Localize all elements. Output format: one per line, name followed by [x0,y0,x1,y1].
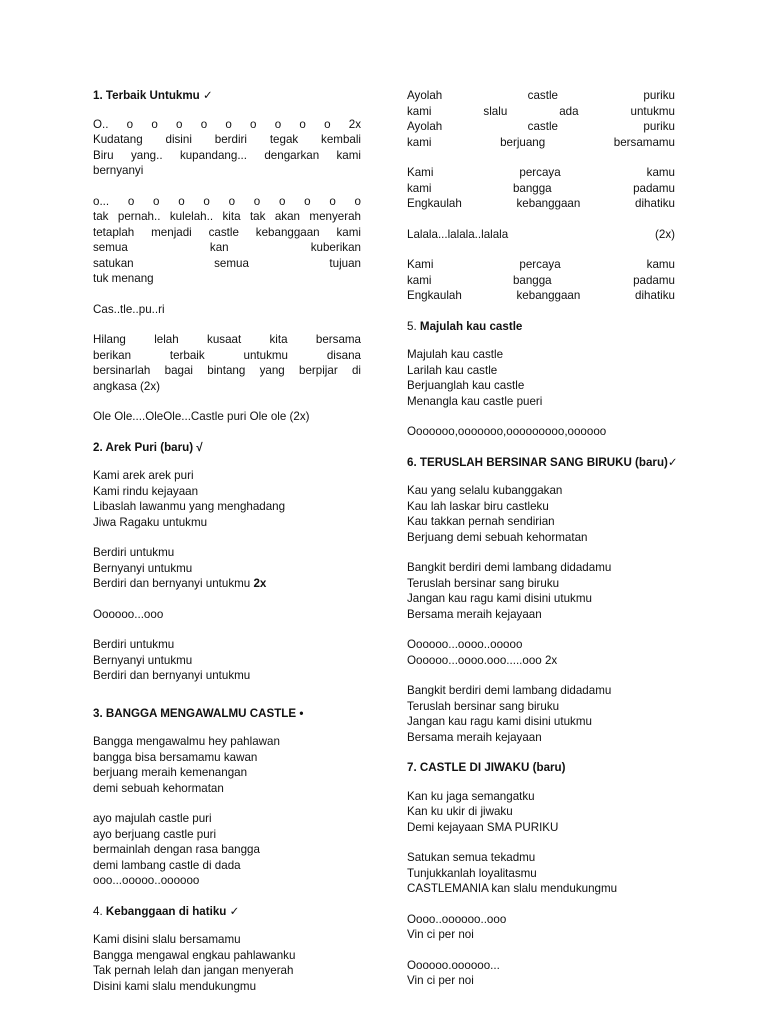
lyric-text: Lalala...lalala..lalala (2x) [407,227,675,241]
lyric-text: Disini kami slalu mendukungmu [93,979,257,993]
lyric-text: Kan ku ukir di jiwaku [407,805,513,818]
lyric-text: semua kan kuberikan [93,241,361,254]
lyric-line [407,804,675,820]
lyric-stanza [407,560,675,622]
song-spacer [93,684,361,706]
lyric-stanza [93,607,361,623]
lyric-line [93,409,361,425]
song-title [93,440,361,456]
lyric-text: Kami arek arek puri [93,469,194,482]
lyric-stanza [93,545,361,592]
song-title-text: Kebanggaan di hatiku ✓ [105,904,240,918]
lyric-line [93,132,361,148]
lyric-line [407,165,675,181]
lyric-stanza [93,302,361,318]
lyric-text: Bernyanyi untukmu [93,561,193,575]
lyric-line [407,820,675,836]
lyric-line [93,484,361,500]
song-s5 [407,304,675,440]
lyric-stanza [93,734,361,796]
song-s7 [407,745,675,989]
song-number: 1. [93,89,103,102]
lyric-text: CASTLEMANIA kan slalu mendukungmu [407,882,618,895]
lyric-text: tak pernah.. kulelah.. kita tak akan menyerah [93,210,361,223]
lyric-text: Majulah kau castle [407,348,504,361]
song-title-text: Terbaik Untukmu ✓ [105,89,213,102]
lyric-line [407,866,675,882]
song-s4 [93,889,361,995]
lyric-line [93,765,361,781]
lyric-line [93,750,361,766]
lyric-line [93,271,361,287]
lyric-text: O.. o o o o o o o o o 2x [93,117,361,131]
lyric-line [93,163,361,179]
lyric-stanza [407,257,675,304]
lyric-line [93,979,361,995]
lyric-line [407,530,675,546]
lyric-text: o... o o o o o o o o o o [93,194,361,208]
lyric-line [407,514,675,530]
lyric-text: Jangan kau ragu kami disini utukmu [407,592,592,605]
lyric-text: satukan semua tujuan [93,256,361,270]
lyric-stanza [407,912,675,943]
lyric-line [93,209,361,225]
lyric-stanza [93,117,361,179]
lyric-text: Berjuanglah kau castle [407,379,525,392]
lyric-line [407,181,675,197]
lyric-line [407,714,675,730]
song-number: 7. [407,761,417,774]
lyric-text: Ayolah castle puriku [407,89,675,102]
lyric-line [93,302,361,318]
lyric-stanza [93,811,361,889]
song-title-text: TERUSLAH BERSINAR SANG BIRUKU (baru)✓ [419,455,678,469]
lyric-line [407,576,675,592]
lyric-text: Kami percaya kamu [407,166,675,179]
lyric-text: Bangga mengawalmu hey pahlawan [93,735,280,748]
lyric-text: Biru yang.. kupandang... dengarkan kami [93,148,361,162]
song-title [93,904,361,920]
song-s3 [93,684,361,889]
lyric-line [93,379,361,395]
lyric-text: Bersama meraih kejayaan [407,730,542,744]
lyric-line [93,240,361,256]
lyric-line [407,591,675,607]
lyric-line [407,850,675,866]
lyric-line [407,927,675,943]
lyric-text: Berdiri untukmu [93,638,175,651]
lyric-text: kami bangga padamu [407,181,675,195]
lyric-stanza [93,468,361,530]
lyric-text: Oooooo...oooo..ooooo [407,638,523,651]
lyric-line [93,932,361,948]
lyric-line [93,781,361,797]
lyric-text: kami bangga padamu [407,273,675,287]
lyric-text: Bernyanyi untukmu [93,653,193,667]
lyric-line [93,858,361,874]
song-s2 [93,425,361,684]
lyric-line [407,424,675,440]
lyric-line [93,545,361,561]
lyric-line [407,135,675,151]
song-title-text: CASTLE DI JIWAKU (baru) [419,761,566,774]
lyric-line [93,468,361,484]
lyric-line [407,227,675,243]
lyric-text: Berdiri untukmu [93,546,175,559]
lyric-line [93,117,361,133]
lyric-text: ayo berjuang castle puri [93,827,217,841]
lyric-line [407,912,675,928]
song-s6 [407,440,678,746]
lyric-text: Ole Ole....OleOle...Castle puri Ole ole (2x) [93,410,310,423]
lyric-text: Tunjukkanlah loyalitasmu [407,866,537,880]
song-title [407,319,675,335]
lyric-text: Kami disini slalu bersamamu [93,933,241,946]
lyric-line [407,483,675,499]
lyric-text: Bangkit berdiri demi lambang didadamu [407,684,612,697]
lyric-line [407,196,675,212]
lyric-text: Engkaulah kebanggaan dihatiku [407,197,675,210]
lyric-text: Kau lah laskar biru castleku [407,499,549,513]
lyric-line [407,958,675,974]
left-column [93,88,361,994]
song-number: 4. [93,904,103,918]
lyric-text: Bersama meraih kejayaan [407,607,542,621]
lyric-stanza [93,194,361,287]
lyric-stanza [407,227,675,243]
lyric-stanza [407,683,675,745]
lyric-line [93,637,361,653]
song-s4b [407,88,675,304]
song-title [93,88,361,104]
lyric-line [407,699,675,715]
song-s1 [93,88,361,425]
lyric-line [407,560,675,576]
lyric-stanza [407,88,675,150]
lyric-stanza [93,637,361,684]
lyric-stanza [407,789,675,836]
song-spacer [93,889,361,904]
lyric-stanza [407,850,675,897]
lyric-line [407,607,675,623]
lyric-stanza [407,637,675,668]
lyric-text: Berjuang demi sebuah kehormatan [407,530,588,544]
lyric-line [407,881,675,897]
lyric-line [407,653,675,669]
lyric-stanza [407,347,675,409]
lyric-line [93,811,361,827]
lyric-text: Berdiri dan bernyanyi untukmu [93,669,251,682]
lyric-text: Berdiri dan bernyanyi untukmu [93,577,251,590]
lyric-line [93,225,361,241]
lyric-line [407,973,675,989]
lyric-text: Kami rindu kejayaan [93,484,199,498]
lyric-text: Ayolah castle puriku [407,120,675,133]
lyric-line [93,348,361,364]
lyric-text: Jiwa Ragaku untukmu [93,515,208,529]
lyric-line [93,194,361,210]
lyric-text: Teruslah bersinar sang biruku [407,576,560,590]
lyric-text: Jangan kau ragu kami disini utukmu [407,715,592,728]
lyric-text: Kau takkan pernah sendirian [407,515,555,528]
lyric-line [93,499,361,515]
lyric-text: Kau yang selalu kubanggakan [407,484,563,497]
lyric-line [93,963,361,979]
lyric-text: Bangkit berdiri demi lambang didadamu [407,561,612,574]
song-number: 3. [93,706,103,720]
lyric-line [407,104,675,120]
lyric-line [93,668,361,684]
lyric-stanza [407,424,675,440]
lyric-stanza [407,483,675,545]
lyric-text: Cas..tle..pu..ri [93,302,165,316]
song-spacer [407,745,675,760]
lyric-line [407,378,675,394]
lyric-line [93,148,361,164]
lyric-text: Bangga mengawal engkau pahlawanku [93,948,296,962]
lyric-line [407,683,675,699]
song-spacer [407,304,675,319]
lyric-text: Demi kejayaan SMA PURIKU [407,820,559,834]
lyric-line [93,734,361,750]
lyric-text: ayo majulah castle puri [93,812,212,825]
lyric-text: Libaslah lawanmu yang menghadang [93,500,286,513]
lyric-stanza [93,409,361,425]
lyric-text: kami slalu ada untukmu [407,104,675,118]
lyric-line [407,88,675,104]
lyric-text: Kudatang disini berdiri tegak kembali [93,133,361,146]
lyric-stanza [93,932,361,994]
lyric-line [407,394,675,410]
lyric-line [407,119,675,135]
lyric-stanza [407,958,675,989]
lyric-text: tetaplah menjadi castle kebanggaan kami [93,225,361,239]
lyric-text: Engkaulah kebanggaan dihatiku [407,289,675,302]
lyric-text: Satukan semua tekadmu [407,851,536,864]
lyric-text: Menangla kau castle pueri [407,394,543,408]
song-title-text: BANGGA MENGAWALMU CASTLE • [105,706,304,720]
lyric-stanza [93,332,361,394]
lyric-line [407,730,675,746]
lyric-text: tuk menang [93,272,154,285]
song-spacer [407,440,675,455]
lyric-line [407,273,675,289]
lyric-line [93,607,361,623]
lyric-line [93,873,361,889]
lyric-line [93,332,361,348]
lyric-text: bernyanyi [93,164,144,177]
lyric-text: berjuang meraih kemenangan [93,766,248,779]
song-title [93,706,361,722]
song-title [407,760,675,776]
lyric-line [93,842,361,858]
song-title-text: Arek Puri (baru) √ [105,440,203,454]
lyric-text: Kan ku jaga semangatku [407,789,535,803]
lyric-text: bangga bisa bersamamu kawan [93,750,258,764]
right-column [407,88,678,989]
lyric-line [93,653,361,669]
lyric-line [93,256,361,272]
lyric-line [407,363,675,379]
lyric-text: angkasa (2x) [93,379,161,393]
lyric-text: demi lambang castle di dada [93,858,241,872]
lyric-line [93,515,361,531]
lyric-line [407,257,675,273]
song-number: 6. [407,455,417,469]
lyric-text: Oooooo.oooooo... [407,958,500,972]
lyric-text: berikan terbaik untukmu disana [93,348,361,362]
song-spacer [93,425,361,440]
lyric-text: Hilang lelah kusaat kita bersama [93,333,361,346]
lyric-text: Oooooo...ooo [93,607,164,621]
lyric-stanza [407,165,675,212]
lyric-text: Ooooooo,ooooooo,ooooooooo,oooooo [407,425,607,438]
lyric-line [93,948,361,964]
lyric-line [407,789,675,805]
lyric-text: demi sebuah kehormatan [93,781,224,795]
lyric-line [407,288,675,304]
lyric-line [93,827,361,843]
lyric-line [93,561,361,577]
lyric-line [407,347,675,363]
lyric-text: Tak pernah lelah dan jangan menyerah [93,964,294,977]
lyric-text: Oooooo...oooo.ooo.....ooo 2x [407,653,558,667]
song-title-text: Majulah kau castle [419,319,523,333]
song-title [407,455,678,471]
lyric-text: Larilah kau castle [407,363,498,377]
song-number: 2. [93,440,103,454]
lyric-text: Oooo..oooooo..ooo [407,912,507,926]
lyric-line [93,363,361,379]
song-number: 5. [407,319,417,333]
lyric-text: kami berjuang bersamamu [407,135,675,149]
lyric-line [93,576,361,592]
lyric-text: ooo...ooooo..oooooo [93,874,200,887]
lyric-text: Vin ci per noi [407,974,474,987]
lyric-text: Teruslah bersinar sang biruku [407,699,560,713]
repeat-marker: 2x [253,577,267,590]
lyric-text: bermainlah dengan rasa bangga [93,843,260,856]
lyric-line [407,499,675,515]
lyric-text: Vin ci per noi [407,928,474,941]
lyric-text: bersinarlah bagai bintang yang berpijar di [93,364,361,377]
lyric-text: Kami percaya kamu [407,258,675,271]
lyric-line [407,637,675,653]
